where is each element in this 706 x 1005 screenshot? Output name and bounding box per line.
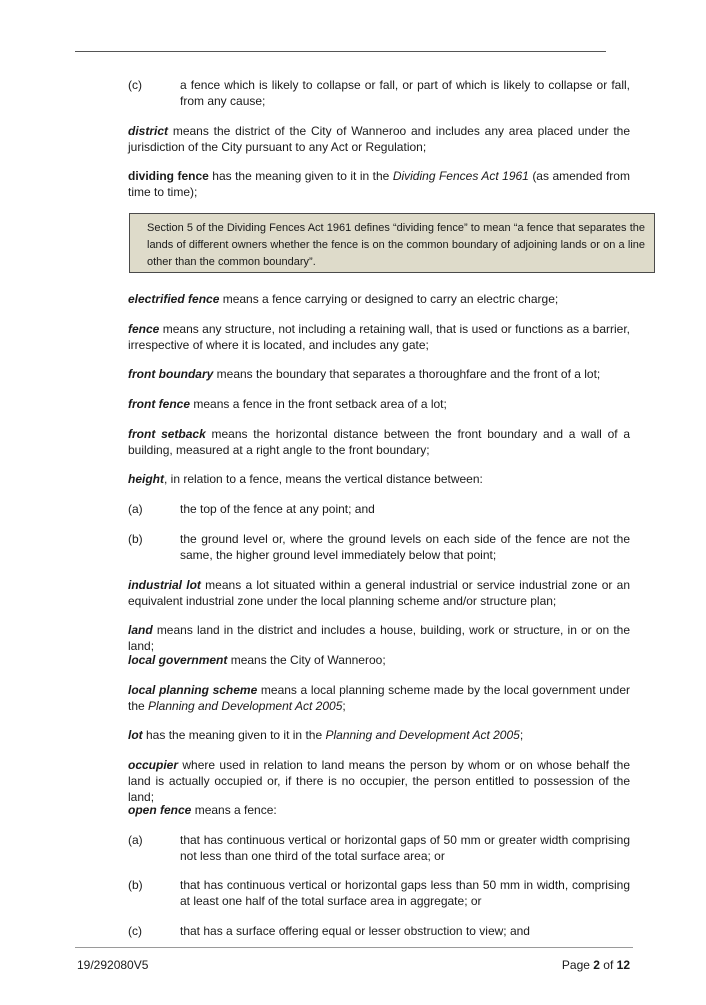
list-text: the top of the fence at any point; and <box>180 502 375 516</box>
list-text: that has continuous vertical or horizontal gaps of 50 mm or greater width comprising not less than one third of the total surface area; or <box>180 833 630 863</box>
definition-industrial-lot <box>128 577 630 609</box>
definition-text: means the City of Wanneroo; <box>227 653 386 667</box>
list-item-c <box>128 77 630 109</box>
list-item-a <box>128 832 630 864</box>
definition-text: has the meaning given to it in the <box>208 169 393 183</box>
definition-district <box>128 123 630 155</box>
definition-local-planning-scheme <box>128 682 630 714</box>
list-text: a fence which is likely to collapse or fall, or part of which is likely to collapse or fall, from any cause; <box>180 78 630 108</box>
definition-text: means a fence carrying or designed to carry an electric charge; <box>219 292 559 306</box>
list-text: that has continuous vertical or horizontal gaps less than 50 mm in width, comprising at least one half of the total surface area in aggregate; or <box>180 878 630 908</box>
definition-text: means a fence: <box>191 803 277 817</box>
document-id: 19/292080V5 <box>77 958 149 972</box>
definition-open-fence <box>128 802 630 818</box>
term: height <box>128 472 164 486</box>
definition-front-fence <box>128 396 630 412</box>
list-label: (b) <box>128 532 143 546</box>
current-page: 2 <box>593 958 600 972</box>
term: front fence <box>128 397 191 411</box>
note-box: Section 5 of the Dividing Fences Act 1961 defines “dividing fence” to mean “a fence that separates the lands of different owners whether the fence is on the common boundary of adjoining lands or on a line other than the common boundary”. <box>129 213 655 273</box>
definition-front-setback <box>128 426 630 458</box>
definition-text: means land in the district and includes a house, building, work or structure, in or on the land; <box>128 623 630 653</box>
definition-text: means a fence in the front setback area of a lot; <box>190 397 447 411</box>
definition-text: means a lot situated within a general industrial or service industrial zone or an equivalent industrial zone under the local planning scheme and/or structure plan; <box>128 578 630 608</box>
definition-text: (as amended from time to time); <box>128 169 630 199</box>
list-label: (a) <box>128 833 143 847</box>
term: occupier <box>128 758 179 772</box>
term: industrial lot <box>128 578 201 592</box>
definition-text: means a local planning scheme made by the local government under the <box>128 683 630 713</box>
footer-rule <box>75 947 633 948</box>
act-title: Dividing Fences Act 1961 <box>392 169 529 183</box>
definition-local-government <box>128 652 630 668</box>
total-pages: 12 <box>616 958 630 972</box>
definition-text: means the horizontal distance between the front boundary and a wall of a building, measured at a right angle to the front boundary; <box>128 427 630 457</box>
act-title: Planning and Development Act 2005 <box>325 728 520 742</box>
act-title: Planning and Development Act 2005 <box>148 699 343 713</box>
term: lot <box>128 728 143 742</box>
definition-text: means any structure, not including a retaining wall, that is used or functions as a barrier, irrespective of where it is located, and includes any gate; <box>128 322 630 352</box>
definition-text: means the district of the City of Wanneroo and includes any area placed under the jurisdiction of the City pursuant to any Act or Regulation; <box>128 124 630 154</box>
page-word: Page <box>561 958 594 972</box>
definition-text: , in relation to a fence, means the vertical distance between: <box>164 472 483 486</box>
definition-text: has the meaning given to it in the <box>142 728 326 742</box>
definition-fence <box>128 321 630 353</box>
term: front setback <box>128 427 206 441</box>
page-number <box>562 958 630 972</box>
list-item-a <box>128 501 630 517</box>
header-rule <box>75 51 606 52</box>
term: open fence <box>128 803 192 817</box>
list-label: (c) <box>128 78 142 92</box>
list-item-b <box>128 877 630 909</box>
term: fence <box>128 322 160 336</box>
term: district <box>128 124 169 138</box>
definition-text: where used in relation to land means the person by whom or on whose behalf the land is actually occupied or, if there is no occupier, the person entitled to possession of the land; <box>128 758 630 804</box>
definition-front-boundary <box>128 366 630 382</box>
definition-electrified-fence <box>128 291 630 307</box>
definition-height <box>128 471 630 487</box>
list-label: (a) <box>128 502 143 516</box>
definition-text: means the boundary that separates a thoroughfare and the front of a lot; <box>213 367 601 381</box>
definition-text: ; <box>519 728 524 742</box>
definition-lot <box>128 727 630 743</box>
list-item-c <box>128 923 630 939</box>
definition-text: ; <box>342 699 346 713</box>
of-word: of <box>599 958 617 972</box>
term: front boundary <box>128 367 214 381</box>
list-text: that has a surface offering equal or lesser obstruction to view; and <box>180 924 530 938</box>
term: dividing fence <box>128 169 209 183</box>
list-label: (c) <box>128 924 142 938</box>
term: local government <box>128 653 228 667</box>
definition-occupier <box>128 757 630 805</box>
list-item-b <box>128 531 630 563</box>
term: local planning scheme <box>128 683 258 697</box>
definition-dividing-fence <box>128 168 630 200</box>
definition-land <box>128 622 630 654</box>
term: land <box>128 623 153 637</box>
list-label: (b) <box>128 878 143 892</box>
list-text: the ground level or, where the ground levels on each side of the fence are not the same, the higher ground level immediately below that point; <box>180 532 630 562</box>
term: electrified fence <box>128 292 220 306</box>
